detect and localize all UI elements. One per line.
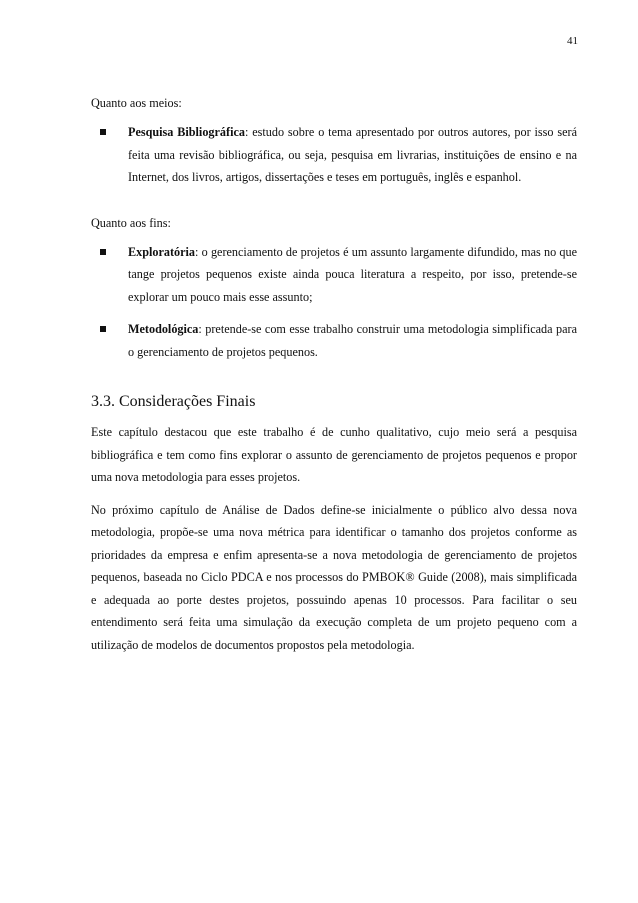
list-item-pesquisa-bibliografica [91, 121, 577, 189]
list-item-exploratoria [91, 241, 577, 309]
ends-block [91, 211, 577, 364]
section-title: 3.3. Considerações Finais [91, 393, 256, 410]
page-number: 41 [567, 35, 578, 47]
item-term: Pesquisa Bibliográfica [128, 125, 245, 139]
list-item-metodologica [91, 318, 577, 363]
section-paragraph-1: Este capítulo destacou que este trabalho é de cunho qualitativo, cujo meio será a pesquisa bibliográfica e tem como fins explorar o assunto de gerenciamento de projetos pequenos e propor uma nova metodologia para esses projetos. [91, 425, 577, 484]
item-text: : estudo sobre o tema apresentado por outros autores, por isso será feita uma revisão bibliográfica, ou seja, pesquisa em livrarias, instituições de ensino e na Internet, dos livros, artigos, dissertações e teses em português, inglês e espanhol. [128, 125, 577, 184]
item-term: Exploratória [128, 244, 196, 259]
ends-list [91, 241, 577, 364]
square-bullet-icon [100, 249, 106, 255]
item-text: : o gerenciamento de projetos é um assunto largamente difundido, mas no que tange projetos pequenos existe ainda pouca literatura a respeito, por isso, pretende-se explorar um pouco mais esse assunto; [128, 244, 577, 304]
means-intro: Quanto aos meios: [91, 96, 182, 110]
square-bullet-icon [100, 326, 106, 332]
square-bullet-icon [100, 129, 106, 135]
means-list [91, 121, 577, 189]
ends-intro: Quanto aos fins: [91, 215, 171, 230]
item-term: Metodológica [128, 322, 199, 336]
page-content [91, 91, 577, 666]
means-block [91, 91, 577, 189]
item-text: : pretende-se com esse trabalho construir uma metodologia simplificada para o gerenciamento de projetos pequenos. [128, 322, 577, 359]
section-paragraph-2: No próximo capítulo de Análise de Dados define-se inicialmente o público alvo dessa nova metodologia, propõe-se uma nova métrica para identificar o tamanho dos projetos conforme as prioridades da empresa e enfim apresenta-se a nova metodologia de gerenciamento de projetos pequenos, baseada no Ciclo PDCA e nos processos do PMBOK® Guide (2008), mais simplificada e adequada ao porte destes projetos, possuindo apenas 10 processos. Para facilitar o seu entendimento será feita uma simulação da execução completa de um projeto pequeno com a utilização de modelos de documentos propostos pela metodologia. [91, 502, 577, 652]
